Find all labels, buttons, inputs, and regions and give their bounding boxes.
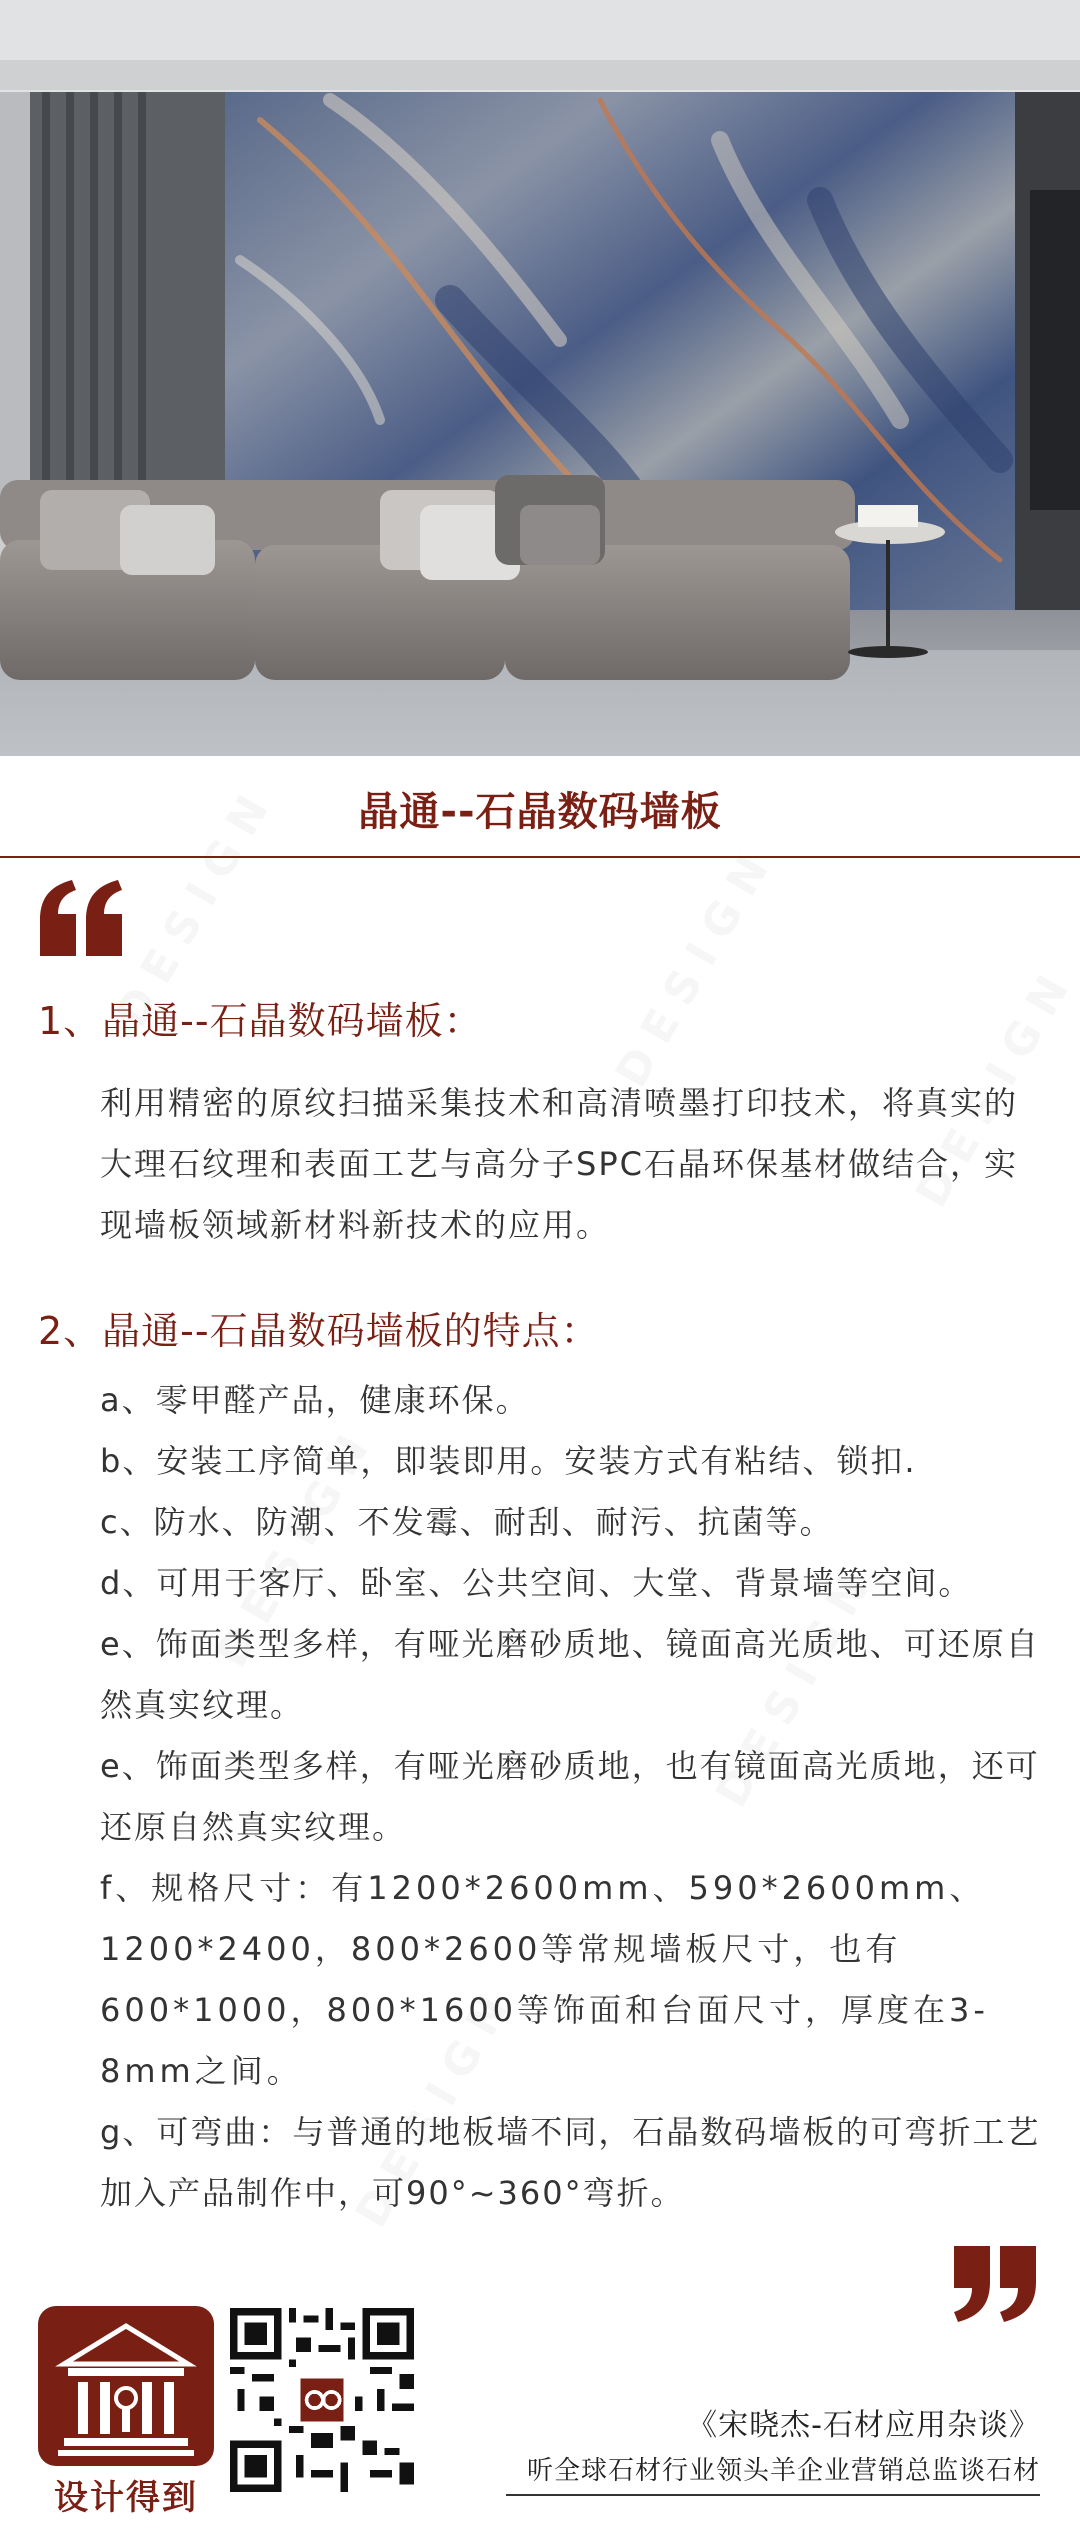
- hero-photo: [0, 0, 1080, 756]
- title-divider: [0, 856, 1080, 858]
- section2-heading: 2、晶通--石晶数码墙板的特点：: [38, 1309, 600, 1353]
- living-room-photo: [0, 0, 1080, 756]
- watermark-text: [606, 835, 786, 1096]
- feature-list: [100, 1370, 1046, 2224]
- feature-item: a、零甲醛产品，健康环保。: [100, 1381, 530, 1419]
- page-title: 晶通--石晶数码墙板: [358, 788, 722, 835]
- quote-close-icon: [950, 2246, 1040, 2322]
- feature-item: e、饰面类型多样，有哑光磨砂质地，也有镜面高光质地，还可还原自然真实纹理。: [100, 1747, 1040, 1846]
- sofa: [0, 475, 855, 680]
- tagline: 听全球石材行业领头羊企业营销总监谈石材: [526, 2456, 1040, 2486]
- logo-label: 设计得到: [54, 2478, 198, 2518]
- feature-item: e、饰面类型多样，有哑光磨砂质地、镜面高光质地、可还原自然真实纹理。: [100, 1625, 1040, 1724]
- book-title: 《宋晓杰-石材应用杂谈》: [687, 2408, 1040, 2443]
- quote-open-icon: [36, 880, 126, 956]
- feature-item: c、防水、防潮、不发霉、耐刮、耐污、抗菌等。: [100, 1503, 834, 1541]
- feature-item: f、规格尺寸：有1200*2600mm、590*2600mm、1200*2400，800*2600等常规墙板尺寸，也有600*1000，800*1600等饰面和台面尺寸，厚度在3-8mm之间。: [100, 1869, 989, 2090]
- section1-heading: 1、晶通--石晶数码墙板：: [38, 999, 483, 1043]
- feature-item: d、可用于客厅、卧室、公共空间、大堂、背景墙等空间。: [100, 1564, 973, 1602]
- section1-body: 利用精密的原纹扫描采集技术和高清喷墨打印技术，将真实的大理石纹理和表面工艺与高分子SPC石晶环保基材做结合，实现墙板领域新材料新技术的应用。: [100, 1084, 1019, 1244]
- footer-divider: [506, 2494, 1040, 2496]
- qr-code-icon: [230, 2308, 414, 2492]
- title-band: [0, 760, 1080, 856]
- feature-item: g、可弯曲：与普通的地板墙不同，石晶数码墙板的可弯折工艺加入产品制作中，可90°~360°弯折。: [100, 2113, 1041, 2212]
- feature-item: b、安装工序简单，即装即用。安装方式有粘结、锁扣.: [100, 1442, 917, 1480]
